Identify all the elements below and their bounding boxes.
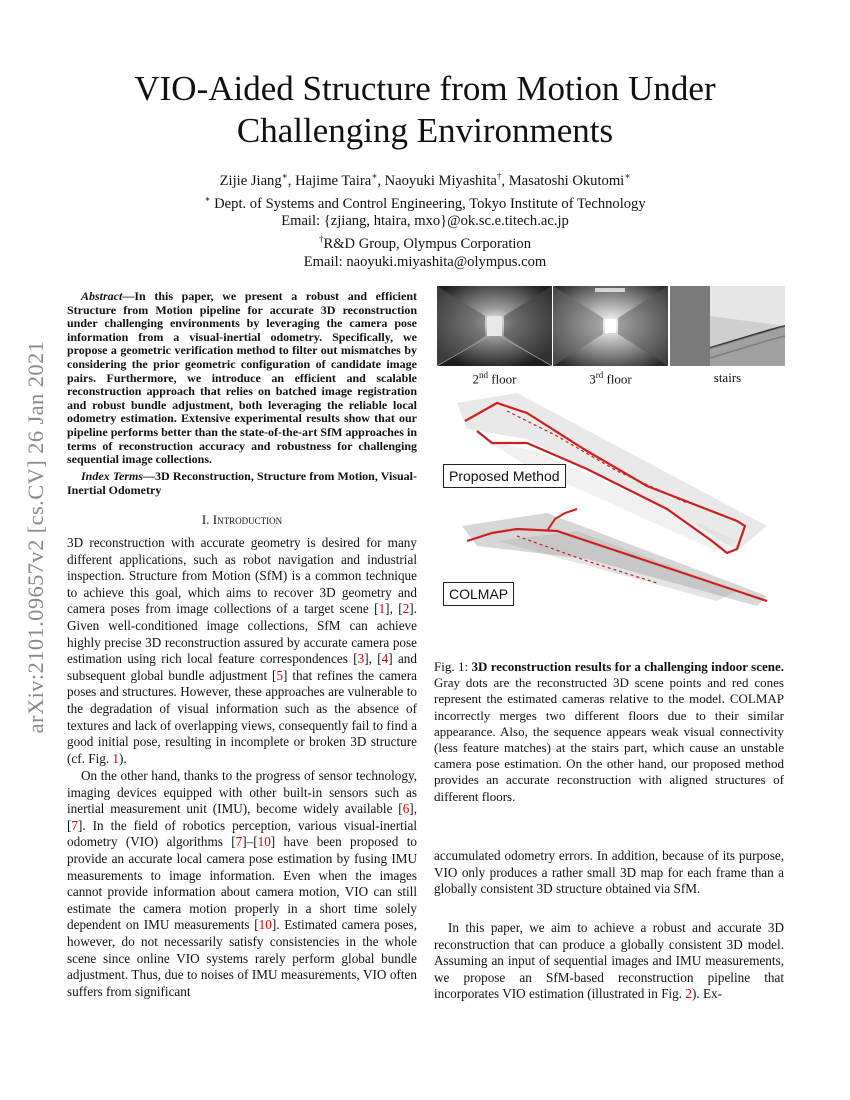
arxiv-sidebar bbox=[8, 292, 64, 782]
citation-link[interactable]: 10 bbox=[257, 834, 271, 850]
photo-2nd-floor bbox=[437, 286, 552, 366]
abstract bbox=[67, 290, 417, 467]
figure-caption: Fig. 1: 3D reconstruction results for a challenging indoor scene. Gray dots are the reconstructed 3D scene points and red cones represent the estimated cameras relative to the model. COLMAP incorrectly merges two different floors due to their similar appearance. Also, the sequence appears weak visual connectivity (less feature matches) at the stairs part, which cause an unstable camera pose estimation. On the other hand, our proposed method provides an accurate reconstruction with aligned structures of different floors. bbox=[434, 659, 784, 804]
author-block bbox=[70, 168, 780, 272]
reconstruction-plot bbox=[437, 391, 785, 651]
author-names: Zijie Jiang∗, Hajime Taira∗, Naoyuki Miyashita†, Masatoshi Okutomi∗ bbox=[219, 171, 631, 189]
label-colmap: COLMAP bbox=[443, 582, 514, 606]
arxiv-id: arXiv:2101.09657v2 [cs.CV] 26 Jan 2021 bbox=[23, 340, 48, 734]
label-proposed-method: Proposed Method bbox=[443, 464, 566, 488]
citation-link[interactable]: 4 bbox=[381, 651, 389, 667]
paragraph-aim: In this paper, we aim to achieve a robust and accurate 3D reconstruction that can produce a globally consistent 3D model. Assuming an input of sequential images and IMU measurements, we propose an SfM-based reconstruction pipeline that incorporates VIO estimation (illustrated in Fig. 2). Ex- bbox=[434, 920, 784, 1002]
index-terms-text: —3D Reconstruction, Structure from Motion, Visual-Inertial Odometry bbox=[67, 469, 417, 497]
abstract-label: Abstract bbox=[81, 289, 123, 303]
citation-link[interactable]: 7 bbox=[235, 834, 243, 850]
label-3rd-floor: 3rd floor bbox=[589, 370, 632, 387]
citation-link[interactable]: 3 bbox=[357, 651, 365, 667]
figure-link[interactable]: 2 bbox=[685, 986, 692, 1002]
index-terms-label: Index Terms bbox=[81, 469, 144, 483]
intro-paragraph-2: On the other hand, thanks to the progress of sensor technology, imaging devices equipped with other built-in sensors such as inertial measurement unit (IMU), become widely available [6], [7]. In the field of robotics perception, various visual-inertial odometry (VIO) algorithms [7]–[10] have been proposed to provide an accurate local camera pose estimation by fusing IMU measurements to image information. Even when the images cannot provide information about camera motion, VIO can still estimate the camera motion properly in a short time solely dependent on IMU measurements [10]. Estimated camera poses, however, do not necessarily satisfy consistencies in the whole scene since online VIO systems rarely perform global bundle adjustment. Thus, due to noises of IMU measurements, VIO often suffers from significant bbox=[67, 768, 417, 999]
photo-stairs bbox=[670, 286, 785, 366]
figure-1 bbox=[437, 286, 785, 654]
citation-link[interactable]: 5 bbox=[276, 667, 284, 683]
title-line-1: VIO-Aided Structure from Motion Under bbox=[134, 69, 716, 108]
affiliation-2: †R&D Group, Olympus Corporation bbox=[318, 234, 532, 252]
email-1: Email: {zjiang, htaira, mxo}@ok.sc.e.titech.ac.jp bbox=[281, 213, 569, 230]
label-2nd-floor: 2nd floor bbox=[472, 370, 517, 387]
citation-link[interactable]: 6 bbox=[402, 801, 410, 817]
citation-link[interactable]: 10 bbox=[258, 917, 272, 933]
paper-title bbox=[70, 68, 780, 152]
intro-paragraph-1: 3D reconstruction with accurate geometry is desired for many different applications, such as robot navigation and industrial inspection. Structure from Motion (SfM) is a common technique to achieve this goal, which aims to recover 3D geometry and camera poses from image collections of a target scene [1], [2]. Given well-conditioned image collections, SfM can achieve highly precise 3D reconstruction assured by accurate camera pose estimation using rich local feature correspondences [3], [4] and subsequent global bundle adjustment [5] that refines the camera poses and structures. However, these approaches are vulnerable to the degradation of visual information such as the absence of textures and lack of overlapping views, consequently fail to find a good initial pose, resulting in incomplete or broken 3D structure (cf. Fig. 1). bbox=[67, 535, 417, 766]
citation-link[interactable]: 7 bbox=[71, 817, 78, 833]
label-stairs: stairs bbox=[713, 370, 742, 385]
section-heading-introduction: I. Introduction bbox=[201, 512, 283, 527]
affiliation-1: ∗ Dept. of Systems and Control Engineering, Tokyo Institute of Technology bbox=[204, 193, 646, 212]
email-2: Email: naoyuki.miyashita@olympus.com bbox=[303, 253, 547, 270]
title-line-2: Challenging Environments bbox=[236, 111, 614, 150]
figure-link[interactable]: 1 bbox=[112, 750, 120, 766]
photo-3rd-floor bbox=[553, 286, 668, 366]
citation-link[interactable]: 1 bbox=[378, 601, 386, 617]
abstract-text: —In this paper, we present a robust and efficient Structure from Motion pipeline for accurate 3D reconstruction under challenging environments by leveraging the camera pose information from a visual-inertial odometry. Specifically, we propose a geometric verification method to filter out mismatches by considering the prior geometric configuration of candidate image pairs. Furthermore, we introduce an efficient and scalable reconstruction approach that relies on batched image registration and robust bundle adjustment, both leveraging the reliable local odometry estimation. Extensive experimental results show that our pipeline performs better than the state-of-the-art SfM approaches in terms of reconstruction accuracy and robustness for challenging sequential image collections. bbox=[67, 289, 417, 467]
citation-link[interactable]: 2 bbox=[402, 601, 410, 617]
index-terms bbox=[67, 470, 417, 497]
paragraph-continuation: accumulated odometry errors. In addition, because of its purpose, VIO only produces a rather small 3D map for each frame than a globally consistent 3D structure obtained via SfM. bbox=[434, 848, 784, 897]
